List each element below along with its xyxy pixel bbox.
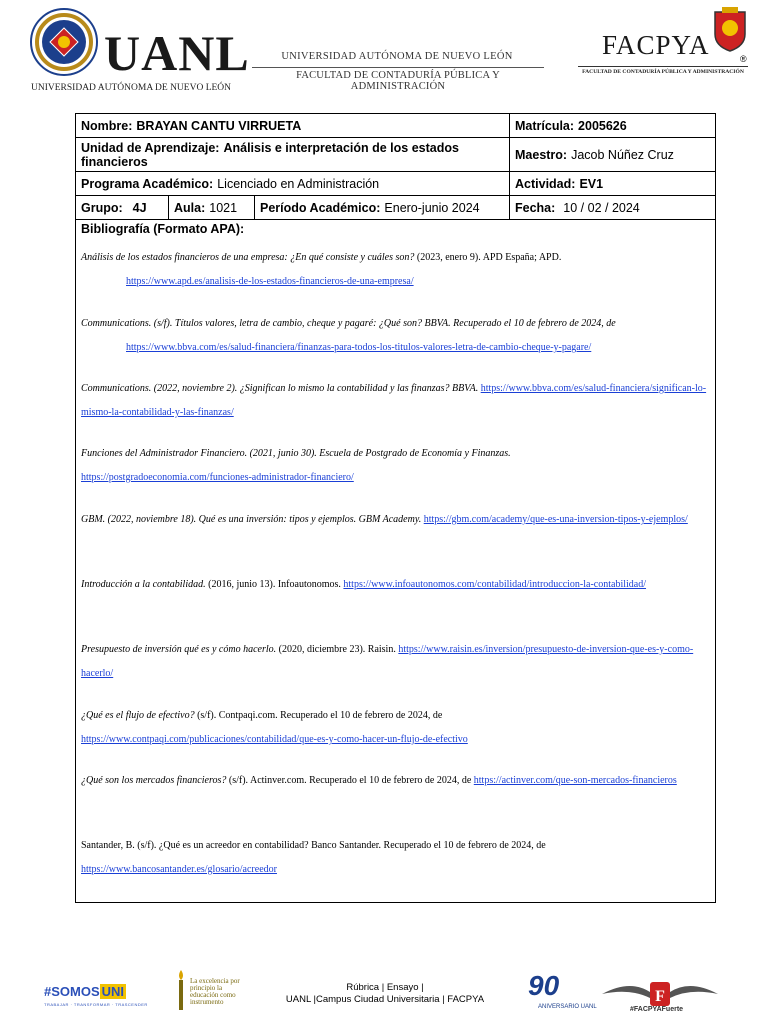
torch-icon xyxy=(174,968,188,1012)
reference-item xyxy=(81,442,709,490)
facpya-fuerte-hashtag: #FACPYAFuerte xyxy=(630,1006,684,1013)
reference-title: Communications. (2022, noviembre 2). ¿Significan lo mismo la contabilidad y las finanzas? BBVA. xyxy=(81,383,479,394)
reference-item xyxy=(81,508,709,532)
somos-uni-logo xyxy=(44,984,126,999)
reference-link[interactable]: https://actinver.com/que-son-mercados-financieros xyxy=(473,775,677,786)
nombre-cell xyxy=(76,114,509,137)
uanl-seal-icon xyxy=(30,8,98,76)
periodo-value: Enero-junio 2024 xyxy=(384,200,480,215)
reference-title: ¿Qué son los mercados financieros? xyxy=(81,775,227,786)
periodo-label: Período Académico: xyxy=(260,200,381,215)
footer-line-1: Rúbrica | Ensayo | xyxy=(346,982,424,993)
somos-uni-tagline: TRABAJAR · TRANSFORMAR · TRASCENDER xyxy=(44,1002,148,1007)
reference-text: (2020, diciembre 23). Raisin. xyxy=(276,644,399,655)
reference-title: Análisis de los estados financieros de una empresa: ¿En qué consiste y cuáles son? xyxy=(81,252,415,263)
unidad-value: Análisis e interpretación de los estados financieros xyxy=(81,141,459,169)
reference-title: Communications. (s/f). Títulos valores, letra de cambio, cheque y pagaré: ¿Qué son? BBVA. Recuperado el 10 de febrero de 2024, de xyxy=(81,318,616,329)
reference-title: Funciones del Administrador Financiero. (2021, junio 30). Escuela de Postgrado de Economía y Finanzas. xyxy=(81,448,511,459)
reference-link[interactable]: https://www.bbva.com/es/salud-financiera/finanzas-para-todos-los-titulos-valores-letra-de-cambio-cheque-y-pagare/ xyxy=(126,342,592,353)
svg-text:F: F xyxy=(655,988,665,1005)
reference-text: (2023, enero 9). APD España; APD. xyxy=(414,252,562,263)
matricula-cell xyxy=(509,114,715,137)
maestro-label: Maestro: xyxy=(515,147,568,162)
reference-link[interactable]: https://postgradoeconomia.com/funciones-administrador-financiero/ xyxy=(81,472,354,483)
reference-title: Presupuesto de inversión qué es y cómo hacerlo. xyxy=(81,644,277,655)
maestro-value: Jacob Núñez Cruz xyxy=(571,147,674,162)
footer-caption xyxy=(250,982,520,1006)
page-footer xyxy=(0,960,768,1024)
reference-text: (s/f). Contpaqi.com. Recuperado el 10 de febrero de 2024, de xyxy=(194,710,443,721)
table-row xyxy=(76,172,715,196)
table-row xyxy=(76,114,715,138)
programa-value: Licenciado en Administración xyxy=(217,176,380,191)
grupo-cell xyxy=(76,196,168,219)
header-divider xyxy=(252,67,544,68)
programa-cell xyxy=(76,172,509,195)
actividad-label: Actividad: xyxy=(515,176,576,191)
uni-text: UNI xyxy=(101,984,125,999)
reference-item xyxy=(81,377,709,425)
grupo-value: 4J xyxy=(132,200,147,215)
grupo-label: Grupo: xyxy=(81,200,123,215)
table-row xyxy=(76,196,715,220)
table-row xyxy=(76,138,715,172)
nombre-label: Nombre: xyxy=(81,118,133,133)
reference-link[interactable]: https://www.infoautonomos.com/contabilidad/introduccion-la-contabilidad/ xyxy=(343,579,647,590)
reference-item xyxy=(81,573,709,597)
reference-title: Introducción a la contabilidad. xyxy=(81,579,206,590)
fecha-cell xyxy=(509,196,715,219)
reference-item xyxy=(81,769,709,793)
reference-link[interactable]: https://www.apd.es/analisis-de-los-estados-financieros-de-una-empresa/ xyxy=(126,276,414,287)
facpya-logo: FACPYA xyxy=(602,30,710,60)
footer-line-2: UANL |Campus Ciudad Universitaria | FACPYA xyxy=(285,994,485,1005)
reference-item xyxy=(81,312,709,360)
programa-label: Programa Académico: xyxy=(81,176,214,191)
reference-text: Santander, B. (s/f). ¿Qué es un acreedor en contabilidad? Banco Santander. Recuperado el 10 de febrero de 2024, de xyxy=(81,840,546,851)
fecha-label: Fecha: xyxy=(515,200,556,215)
matricula-value: 2005626 xyxy=(578,118,627,133)
maestro-cell xyxy=(509,138,715,171)
nombre-value: BRAYAN CANTU VIRRUETA xyxy=(136,118,302,133)
actividad-cell xyxy=(509,172,715,195)
somos-text: #SOMOS xyxy=(44,984,100,999)
reference-item xyxy=(81,246,709,294)
unidad-cell xyxy=(76,138,509,171)
uanl-subtitle: UNIVERSIDAD AUTÓNOMA DE NUEVO LEÓN xyxy=(31,83,232,93)
faculty-name: FACULTAD DE CONTADURÍA PÚBLICA Y ADMINISTRACIÓN xyxy=(296,70,500,92)
reference-text: (s/f). Actinver.com. Recuperado el 10 de febrero de 2024, de xyxy=(226,775,474,786)
unidad-label: Unidad de Aprendizaje: xyxy=(81,141,220,155)
reference-item xyxy=(81,638,709,686)
page-header xyxy=(0,0,768,100)
reference-item xyxy=(81,704,709,752)
90-aniversario-logo: 90 xyxy=(528,970,560,1001)
bibliography-title: Bibliografía (Formato APA): xyxy=(81,222,245,236)
uanl-logo: UANL xyxy=(104,25,250,81)
excelencia-logo: La excelencia por principio la educación como instrumento xyxy=(190,977,240,1006)
reference-link[interactable]: https://www.bancosantander.es/glosario/acreedor xyxy=(81,864,277,875)
registered-mark: ® xyxy=(740,54,747,64)
university-name: UNIVERSIDAD AUTÓNOMA DE NUEVO LEÓN xyxy=(281,51,513,62)
reference-link[interactable]: https://gbm.com/academy/que-es-una-inversion-tipos-y-ejemplos/ xyxy=(423,514,688,525)
reference-title: GBM. (2022, noviembre 18). Qué es una inversión: tipos y ejemplos. GBM Academy. xyxy=(81,514,422,525)
90-aniversario-subtitle: ANIVERSARIO UANL xyxy=(538,1004,597,1010)
fecha-value: 10 / 02 / 2024 xyxy=(563,200,640,215)
aula-label: Aula: xyxy=(174,200,206,215)
student-info-table xyxy=(75,113,716,903)
reference-link[interactable]: https://www.contpaqi.com/publicaciones/contabilidad/que-es-y-como-hacer-un-flujo-de-efectivo xyxy=(81,734,468,745)
actividad-value: EV1 xyxy=(579,176,604,191)
aula-cell xyxy=(168,196,254,219)
reference-text: (2016, junio 13). Infoautonomos. xyxy=(205,579,344,590)
reference-link[interactable]: https://www.raisin.es/inversion/presupuesto-de-inversion-que-es-y-como-hacerlo/ xyxy=(81,644,694,679)
reference-title: ¿Qué es el flujo de efectivo? xyxy=(81,710,195,721)
facpya-shield-icon xyxy=(712,6,748,52)
matricula-label: Matrícula: xyxy=(515,118,575,133)
reference-link[interactable]: https://www.bbva.com/es/salud-financiera/significan-lo-mismo-la-contabilidad-y-las-finanzas/ xyxy=(81,383,707,418)
periodo-cell xyxy=(254,196,509,219)
reference-item xyxy=(81,834,709,882)
facpya-subtitle: FACULTAD DE CONTADURÍA PÚBLICA Y ADMINISTRACIÓN xyxy=(578,66,748,75)
aula-value: 1021 xyxy=(209,200,238,215)
